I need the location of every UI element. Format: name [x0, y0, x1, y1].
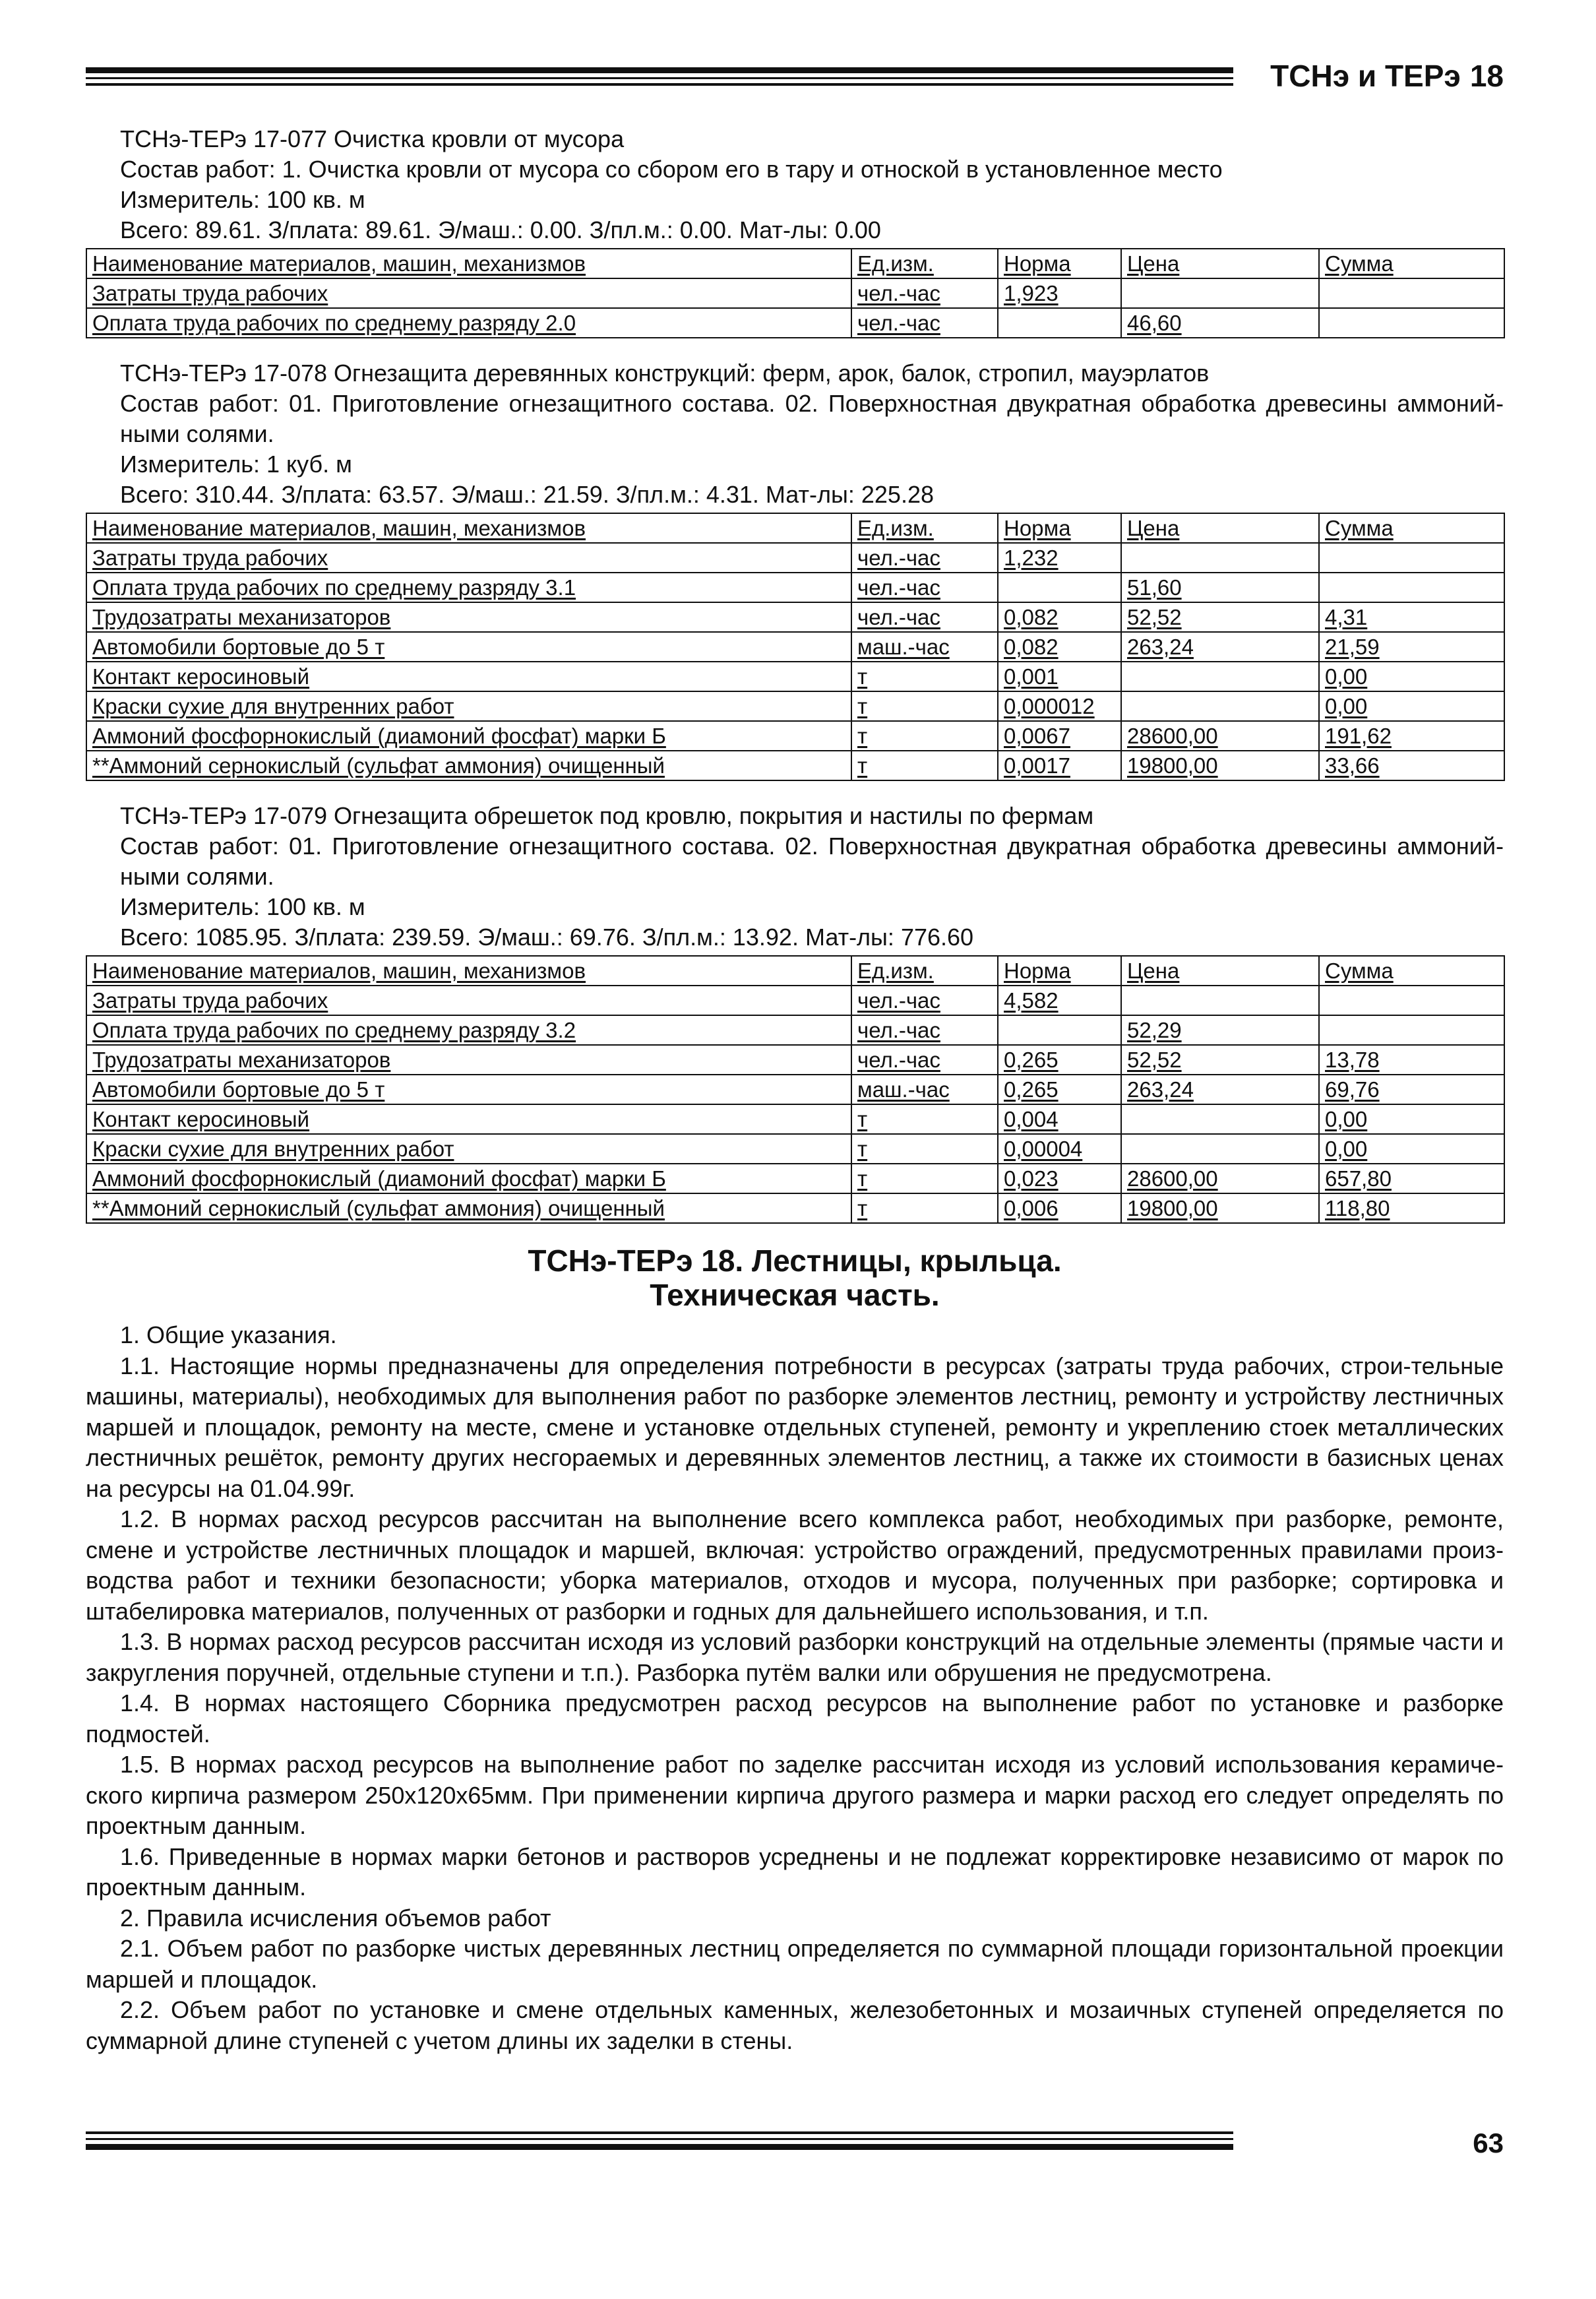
table-row	[86, 1104, 1504, 1134]
cell-name: Аммоний фосфорнокислый (диамоний фосфат) марки Б	[86, 721, 851, 751]
cell-price	[1121, 662, 1319, 691]
tech-paragraph: 1.6. Приведенные в нормах марки бетонов и растворов усреднены и не подлежат корректировке независимо от марок по проектным данным.	[86, 1842, 1504, 1901]
cell-price	[1121, 278, 1319, 308]
cell-unit: чел.-час	[851, 602, 998, 632]
cell-name: Автомобили бортовые до 5 т	[86, 632, 851, 662]
cell-norm: 0,082	[998, 602, 1121, 632]
table-header-row	[86, 513, 1504, 543]
cell-norm: 0,0017	[998, 751, 1121, 780]
table-row	[86, 721, 1504, 751]
cell-name: Контакт керосиновый	[86, 662, 851, 691]
cell-name: Аммоний фосфорнокислый (диамоний фосфат) марки Б	[86, 1164, 851, 1193]
cell-price: 52,52	[1121, 1045, 1319, 1075]
section-title: ТСНэ-ТЕРэ 17-077 Очистка кровли от мусора	[120, 125, 625, 152]
table-row	[86, 573, 1504, 602]
technical-part	[86, 1244, 1504, 2056]
cell-norm: 0,001	[998, 662, 1121, 691]
cell-unit: чел.-час	[851, 543, 998, 573]
cell-name: Трудозатраты механизаторов	[86, 1045, 851, 1075]
cell-name: Краски сухие для внутренних работ	[86, 691, 851, 721]
table-row	[86, 986, 1504, 1015]
tech-paragraph: 2.1. Объем работ по разборке чистых деревянных лестниц определяется по суммарной площади горизонтальной проекции маршей и площадок.	[86, 1935, 1504, 1993]
cell-name: Контакт керосиновый	[86, 1104, 851, 1134]
tech-paragraph: 1.3. В нормах расход ресурсов рассчитан исходя из условий разборки конструкций на отдельные элементы (прямые части и закругления поручней, отдельные ступени и т.п.). Разборка путём валки или обрушения не предусмотрена.	[86, 1628, 1504, 1686]
cell-price: 263,24	[1121, 1075, 1319, 1104]
section-measure: Измеритель: 100 кв. м	[120, 893, 365, 920]
cell-price	[1121, 543, 1319, 573]
page-number: 63	[1473, 2127, 1504, 2158]
col-header-sum: Сумма	[1319, 249, 1504, 278]
col-header-price: Цена	[1121, 249, 1319, 278]
cell-sum	[1319, 1015, 1504, 1045]
technical-title-line-2: Техническая часть.	[650, 1278, 940, 1312]
cell-name: Автомобили бортовые до 5 т	[86, 1075, 851, 1104]
cell-sum: 657,80	[1319, 1164, 1504, 1193]
cell-unit: т	[851, 1164, 998, 1193]
cell-norm: 0,023	[998, 1164, 1121, 1193]
header-rule	[86, 67, 1233, 86]
cell-norm	[998, 1015, 1121, 1045]
cell-norm: 0,0067	[998, 721, 1121, 751]
cell-name: Краски сухие для внутренних работ	[86, 1134, 851, 1164]
section-total: Всего: 89.61. З/плата: 89.61. Э/маш.: 0.00. З/пл.м.: 0.00. Мат-лы: 0.00	[120, 216, 881, 243]
col-header-name: Наименование материалов, машин, механизмов	[86, 513, 851, 543]
section-composition: Состав работ: 01. Приготовление огнезащитного состава. 02. Поверхностная двукратная обработка древесины аммоний-ными солями.	[120, 390, 1504, 447]
header-collection-number: 18	[1469, 59, 1504, 93]
table-row	[86, 691, 1504, 721]
norm-table	[86, 513, 1505, 781]
cell-name: Затраты труда рабочих	[86, 278, 851, 308]
cell-sum	[1319, 308, 1504, 338]
cell-norm: 0,265	[998, 1045, 1121, 1075]
cell-norm: 0,082	[998, 632, 1121, 662]
cell-sum: 33,66	[1319, 751, 1504, 780]
running-header	[86, 58, 1504, 98]
table-row	[86, 751, 1504, 780]
cell-unit: чел.-час	[851, 1045, 998, 1075]
table-row	[86, 278, 1504, 308]
cell-norm: 0,004	[998, 1104, 1121, 1134]
section-title: ТСНэ-ТЕРэ 17-079 Огнезащита обрешеток под кровлю, покрытия и настилы по фермам	[120, 802, 1094, 829]
cell-price: 52,29	[1121, 1015, 1319, 1045]
table-row	[86, 662, 1504, 691]
cell-name: Затраты труда рабочих	[86, 543, 851, 573]
cell-name: Трудозатраты механизаторов	[86, 602, 851, 632]
cell-sum: 21,59	[1319, 632, 1504, 662]
tech-paragraph: 2.2. Объем работ по установке и смене отдельных каменных, железобетонных и мозаичных ступеней определяется по суммарной длине ступеней с учетом длины их заделки в стены.	[86, 1996, 1504, 2054]
cell-sum: 0,00	[1319, 1134, 1504, 1164]
table-header-row	[86, 249, 1504, 278]
cell-sum: 0,00	[1319, 691, 1504, 721]
norm-table	[86, 248, 1505, 338]
cell-price: 28600,00	[1121, 721, 1319, 751]
cell-unit: чел.-час	[851, 278, 998, 308]
tech-paragraph: 1.4. В нормах настоящего Сборника предусмотрен расход ресурсов на выполнение работ по установке и разборке подмостей.	[86, 1689, 1504, 1748]
cell-norm: 1,232	[998, 543, 1121, 573]
cell-norm: 4,582	[998, 986, 1121, 1015]
cell-price: 52,52	[1121, 602, 1319, 632]
cell-unit: т	[851, 691, 998, 721]
col-header-norm: Норма	[998, 249, 1121, 278]
cell-unit: чел.-час	[851, 308, 998, 338]
tech-paragraph: 2. Правила исчисления объемов работ	[120, 1904, 551, 1932]
table-row	[86, 1075, 1504, 1104]
technical-part-title	[86, 1244, 1504, 1312]
cell-norm: 0,00004	[998, 1134, 1121, 1164]
cell-unit: чел.-час	[851, 986, 998, 1015]
cell-price: 19800,00	[1121, 1193, 1319, 1223]
cell-unit: т	[851, 751, 998, 780]
cell-unit: т	[851, 721, 998, 751]
cell-name: Оплата труда рабочих по среднему разряду 3.1	[86, 573, 851, 602]
header-title	[1270, 58, 1504, 94]
norm-section-17-079	[86, 801, 1504, 1224]
cell-sum: 0,00	[1319, 662, 1504, 691]
col-header-sum: Сумма	[1319, 956, 1504, 986]
cell-price	[1121, 986, 1319, 1015]
footer-rule	[86, 2131, 1233, 2150]
table-row	[86, 543, 1504, 573]
cell-sum: 13,78	[1319, 1045, 1504, 1075]
cell-unit: чел.-час	[851, 573, 998, 602]
tech-paragraph: 1.2. В нормах расход ресурсов рассчитан на выполнение всего комплекса работ, необходимых при разборке, ремонте, смене и устройстве лестничных площадок и маршей, включая: устройство ограждений, предусмотренных правилами произ-водства работ и техники безопасности; уборка материалов, отходов и мусора, полученных при разборке; сортировка и штабелировка материалов, полученных от разборки и годных для дальнейшего использования, и т.п.	[86, 1505, 1504, 1625]
cell-price: 28600,00	[1121, 1164, 1319, 1193]
cell-price	[1121, 1104, 1319, 1134]
table-row	[86, 1164, 1504, 1193]
norm-section-17-078	[86, 358, 1504, 781]
page	[86, 0, 1504, 2299]
section-composition: Состав работ: 01. Приготовление огнезащитного состава. 02. Поверхностная двукратная обработка древесины аммоний-ными солями.	[120, 833, 1504, 890]
cell-unit: т	[851, 1134, 998, 1164]
col-header-unit: Ед.изм.	[851, 513, 998, 543]
cell-price	[1121, 691, 1319, 721]
cell-sum	[1319, 573, 1504, 602]
cell-name: **Аммоний сернокислый (сульфат аммония) очищенный	[86, 751, 851, 780]
cell-price	[1121, 1134, 1319, 1164]
section-title: ТСНэ-ТЕРэ 17-078 Огнезащита деревянных конструкций: ферм, арок, балок, стропил, мауэрлатов	[120, 360, 1210, 387]
cell-name: **Аммоний сернокислый (сульфат аммония) очищенный	[86, 1193, 851, 1223]
cell-norm	[998, 573, 1121, 602]
running-footer	[86, 2127, 1504, 2167]
col-header-sum: Сумма	[1319, 513, 1504, 543]
cell-name: Оплата труда рабочих по среднему разряду 3.2	[86, 1015, 851, 1045]
table-header-row	[86, 956, 1504, 986]
col-header-norm: Норма	[998, 513, 1121, 543]
cell-name: Оплата труда рабочих по среднему разряду 2.0	[86, 308, 851, 338]
cell-unit: т	[851, 662, 998, 691]
table-row	[86, 1193, 1504, 1223]
cell-unit: чел.-час	[851, 1015, 998, 1045]
table-row	[86, 1134, 1504, 1164]
col-header-price: Цена	[1121, 513, 1319, 543]
table-row	[86, 308, 1504, 338]
tech-paragraph: 1.1. Настоящие нормы предназначены для определения потребности в ресурсах (затраты труда рабочих, строи-тельные машины, материалы), необходимых для выполнения работ по разборке элементов лестниц, ремонту и устройству лестничных маршей и площадок, ремонту на месте, смене и установке отдельных ступеней, ремонту и укреплению стоек металлических лестничных решёток, ремонту других несгораемых и деревянных элементов лестниц, а также их стоимости в базисных ценах на ресурсы на 01.04.99г.	[86, 1352, 1504, 1502]
cell-norm: 0,265	[998, 1075, 1121, 1104]
cell-unit: т	[851, 1193, 998, 1223]
cell-norm: 0,006	[998, 1193, 1121, 1223]
tech-paragraph: 1.5. В нормах расход ресурсов на выполнение работ по заделке рассчитан исходя из условий использования керамиче-ского кирпича размером 250х120х65мм. При применении кирпича другого размера и марки расход его следует определять по проектным данным.	[86, 1751, 1504, 1839]
cell-sum	[1319, 543, 1504, 573]
cell-sum: 4,31	[1319, 602, 1504, 632]
section-total: Всего: 1085.95. З/плата: 239.59. Э/маш.: 69.76. З/пл.м.: 13.92. Мат-лы: 776.60	[120, 924, 974, 951]
cell-sum	[1319, 986, 1504, 1015]
cell-unit: маш.-час	[851, 1075, 998, 1104]
col-header-norm: Норма	[998, 956, 1121, 986]
col-header-unit: Ед.изм.	[851, 956, 998, 986]
norm-section-17-077	[86, 124, 1504, 338]
section-composition: Состав работ: 1. Очистка кровли от мусора со сбором его в тару и отноской в установленное место	[120, 156, 1223, 183]
content	[86, 124, 1504, 2056]
cell-price: 19800,00	[1121, 751, 1319, 780]
cell-norm	[998, 308, 1121, 338]
table-row	[86, 602, 1504, 632]
col-header-unit: Ед.изм.	[851, 249, 998, 278]
header-collection-name: ТСНэ и ТЕРэ	[1270, 59, 1461, 93]
cell-sum: 191,62	[1319, 721, 1504, 751]
table-row	[86, 632, 1504, 662]
cell-sum: 0,00	[1319, 1104, 1504, 1134]
cell-name: Затраты труда рабочих	[86, 986, 851, 1015]
cell-sum: 118,80	[1319, 1193, 1504, 1223]
cell-sum	[1319, 278, 1504, 308]
technical-title-line-1: ТСНэ-ТЕРэ 18. Лестницы, крыльца.	[528, 1244, 1062, 1278]
section-total: Всего: 310.44. З/плата: 63.57. Э/маш.: 21.59. З/пл.м.: 4.31. Мат-лы: 225.28	[120, 481, 934, 508]
cell-unit: маш.-час	[851, 632, 998, 662]
cell-price: 46,60	[1121, 308, 1319, 338]
col-header-price: Цена	[1121, 956, 1319, 986]
tech-paragraph: 1. Общие указания.	[120, 1321, 337, 1348]
cell-sum: 69,76	[1319, 1075, 1504, 1104]
norm-table	[86, 955, 1505, 1224]
cell-unit: т	[851, 1104, 998, 1134]
cell-norm: 1,923	[998, 278, 1121, 308]
table-row	[86, 1045, 1504, 1075]
col-header-name: Наименование материалов, машин, механизмов	[86, 249, 851, 278]
col-header-name: Наименование материалов, машин, механизмов	[86, 956, 851, 986]
cell-price: 51,60	[1121, 573, 1319, 602]
cell-norm: 0,000012	[998, 691, 1121, 721]
section-measure: Измеритель: 100 кв. м	[120, 186, 365, 213]
section-measure: Измеритель: 1 куб. м	[120, 451, 352, 478]
cell-price: 263,24	[1121, 632, 1319, 662]
table-row	[86, 1015, 1504, 1045]
